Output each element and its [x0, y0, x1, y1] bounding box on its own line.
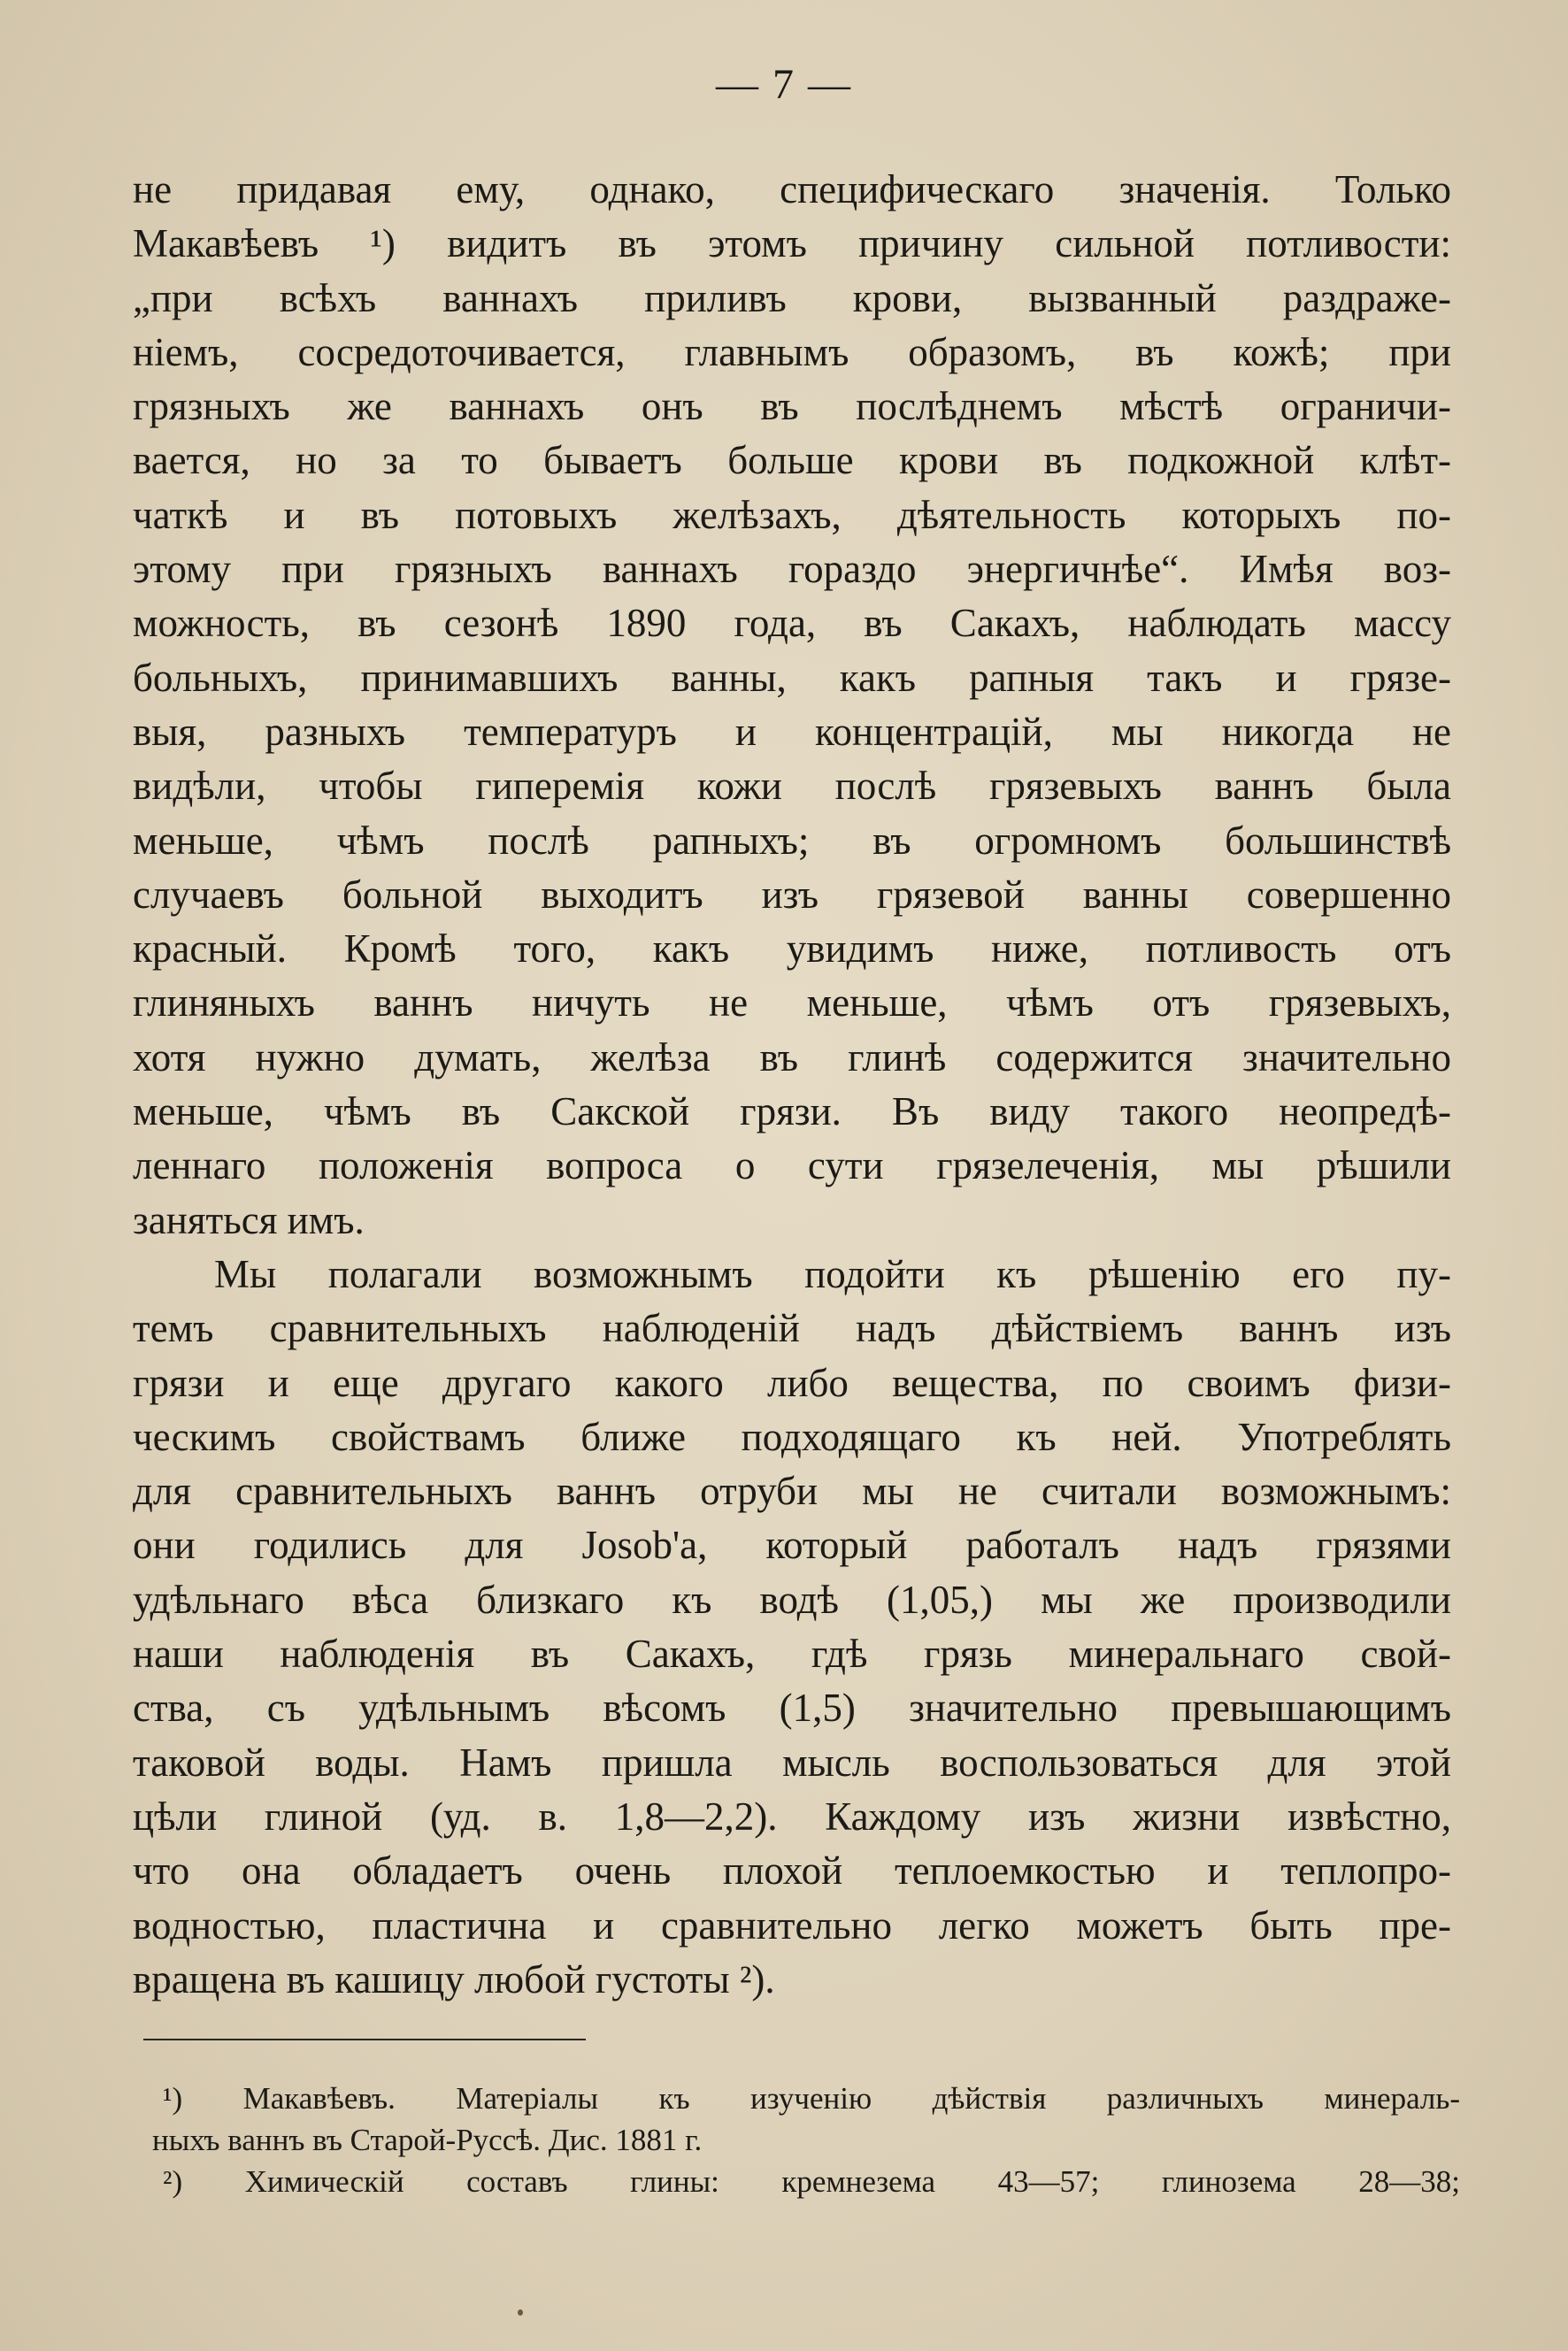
- text-line: Мы полагали возможнымъ подойти къ рѣшенію его пу-: [214, 1251, 1451, 1296]
- body-text: [133, 163, 1451, 2007]
- text-line: меньше, чѣмъ послѣ рапныхъ; въ огромномъ большинствѣ: [133, 818, 1451, 863]
- text-line: удѣльнаго вѣса близкаго къ водѣ (1,05,) мы же производили: [133, 1577, 1451, 1622]
- text-line: грязныхъ же ваннахъ онъ въ послѣднемъ мѣстѣ ограничи-: [133, 384, 1451, 429]
- text-line: этому при грязныхъ ваннахъ гораздо энергичнѣе“. Имѣя воз-: [133, 547, 1451, 592]
- text-line: хотя нужно думать, желѣза въ глинѣ содержится значительно: [133, 1034, 1451, 1079]
- text-line: водностью, пластична и сравнительно легко можетъ быть пре-: [133, 1902, 1451, 1948]
- text-line: вращена въ кашицу любой густоты ²).: [133, 1956, 775, 2001]
- text-line: „при всѣхъ ваннахъ приливъ крови, вызванный раздраже-: [133, 275, 1451, 320]
- text-line: больныхъ, принимавшихъ ванны, какъ рапныя такъ и грязе-: [133, 655, 1451, 700]
- paragraph-1: [133, 163, 1451, 1248]
- text-line: они годились для Josob'а, который работалъ надъ грязями: [133, 1523, 1451, 1568]
- text-line: глиняныхъ ваннъ ничуть не меньше, чѣмъ отъ грязевыхъ,: [133, 980, 1451, 1026]
- text-line: не придавая ему, однако, специфическаго значенія. Только: [133, 167, 1451, 211]
- text-line: ніемъ, сосредоточивается, главнымъ образомъ, въ кожѣ; при: [133, 329, 1451, 374]
- footnote-1: [143, 2078, 1460, 2161]
- text-line: таковой воды. Намъ пришла мысль воспользоваться для этой: [133, 1740, 1451, 1785]
- text-line: темъ сравнительныхъ наблюденій надъ дѣйствіемъ ваннъ изъ: [133, 1306, 1451, 1351]
- footnote-divider: [143, 2039, 586, 2040]
- text-line: заняться имъ.: [133, 1197, 365, 1242]
- text-line: ства, съ удѣльнымъ вѣсомъ (1,5) значительно превышающимъ: [133, 1686, 1451, 1731]
- footnote-line: ¹) Макавѣевъ. Матеріалы къ изученію дѣйствія различныхъ минераль-: [163, 2081, 1460, 2116]
- text-line: случаевъ больной выходитъ изъ грязевой ванны совершенно: [133, 872, 1451, 917]
- text-line: наши наблюденія въ Сакахъ, гдѣ грязь минеральнаго свой-: [133, 1632, 1451, 1677]
- text-line: грязи и еще другаго какого либо вещества, по своимъ физи-: [133, 1360, 1451, 1405]
- text-line: красный. Кромѣ того, какъ увидимъ ниже, потливость отъ: [133, 926, 1451, 972]
- text-line: леннаго положенія вопроса о сути грязелеченія, мы рѣшили: [133, 1143, 1451, 1188]
- footnote-line: ныхъ ваннъ въ Старой-Руссѣ. Дис. 1881 г.: [152, 2123, 703, 2157]
- footnotes: [143, 2078, 1460, 2202]
- text-line: что она обладаетъ очень плохой теплоемкостью и теплопро-: [133, 1848, 1451, 1894]
- text-line: выя, разныхъ температуръ и концентрацій, мы никогда не: [133, 709, 1451, 754]
- ink-speck: [518, 2309, 523, 2316]
- text-line: Макавѣевъ ¹) видитъ въ этомъ причину сильной потливости:: [133, 221, 1451, 266]
- page-number: — 7 —: [716, 61, 852, 108]
- text-line: ческимъ свойствамъ ближе подходящаго къ ней. Употреблять: [133, 1414, 1451, 1459]
- footnote-line: ²) Химическій составъ глины: кремнезема 43—57; глинозема 28—38;: [163, 2164, 1460, 2199]
- text-line: чаткѣ и въ потовыхъ желѣзахъ, дѣятельность которыхъ по-: [133, 492, 1451, 537]
- text-line: видѣли, чтобы гиперемія кожи послѣ грязевыхъ ваннъ была: [133, 764, 1451, 809]
- text-line: можность, въ сезонѣ 1890 года, въ Сакахъ, наблюдать массу: [133, 601, 1451, 646]
- text-line: вается, но за то бываетъ больше крови въ подкожной клѣт-: [133, 438, 1451, 483]
- paragraph-2: [133, 1248, 1451, 2007]
- footnote-2: [143, 2161, 1460, 2202]
- text-line: для сравнительныхъ ваннъ отруби мы не считали возможнымъ:: [133, 1469, 1451, 1514]
- text-line: меньше, чѣмъ въ Сакской грязи. Въ виду такого неопредѣ-: [133, 1089, 1451, 1134]
- text-line: цѣли глиной (уд. в. 1,8—2,2). Каждому изъ жизни извѣстно,: [133, 1794, 1451, 1839]
